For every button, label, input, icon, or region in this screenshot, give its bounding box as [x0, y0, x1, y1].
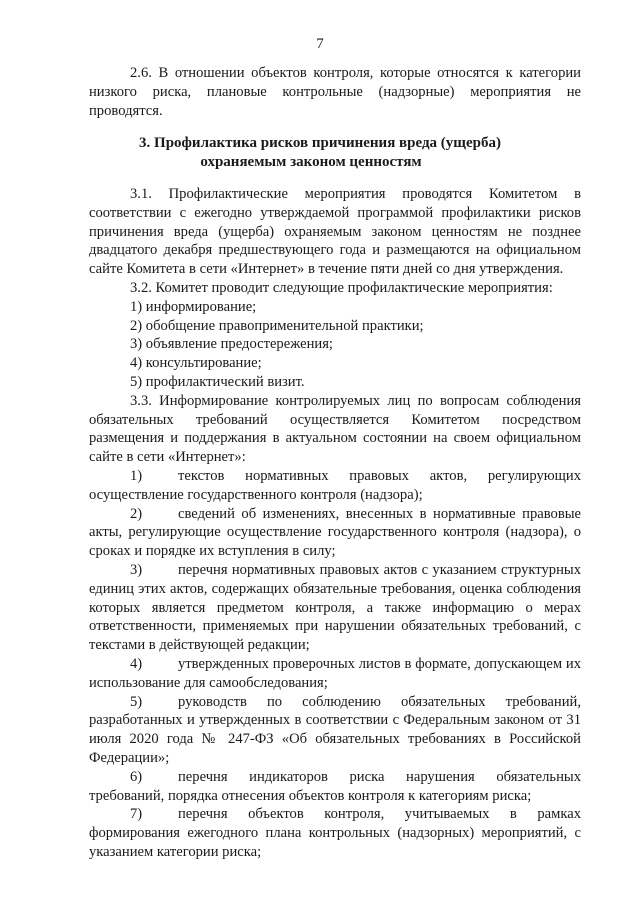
item-number: 7) — [130, 806, 143, 823]
list-item-3-3-6 — [89, 768, 581, 806]
item-text: руководств по соблюдению обязательных требований, разработанных и утвержденных в соответствии с Федеральным законом от 31 июля 2020 года № 247-ФЗ «Об обязательных требованиях в Российской Федерации»; — [89, 693, 581, 766]
list-item-3-3-3 — [89, 561, 581, 655]
heading-line-2: охраняемым законом ценностям — [200, 154, 422, 170]
item-text: перечня индикаторов риска нарушения обязательных требований, порядка отнесения объектов контроля к категориям риска; — [89, 768, 581, 804]
list-item-3-3-5 — [89, 693, 581, 768]
list-item-3-3-7 — [89, 805, 581, 861]
section-2-6 — [89, 64, 581, 120]
section-3-body — [89, 185, 581, 862]
item-number: 3) — [130, 561, 143, 578]
item-text: перечня объектов контроля, учитываемых в рамках формирования ежегодного плана контрольных (надзорных) мероприятий, с указанием категории риска; — [89, 806, 581, 860]
paragraph-3-1: 3.1. Профилактические мероприятия проводятся Комитетом в соответствии с ежегодно утверждаемой программой профилактики рисков причинения вреда (ущерба) охраняемым законом ценностям не позднее двадцатого декабря предшествующего года и размещаются на официальном сайте Комитета в сети «Интернет» в течение пяти дней со дня утверждения. — [89, 186, 581, 278]
list-item-3-2-4: 4) консультирование; — [130, 355, 262, 372]
item-text: текстов нормативных правовых актов, регулирующих осуществление государственного контроля (надзора); — [89, 467, 581, 503]
section-3-heading — [0, 134, 640, 172]
list-item-3-3-2 — [89, 505, 581, 561]
paragraph-2-6: 2.6. В отношении объектов контроля, которые относятся к категории низкого риска, плановые контрольные (надзорные) мероприятия не проводятся. — [89, 65, 581, 119]
list-item-3-3-4 — [89, 655, 581, 693]
item-text: утвержденных проверочных листов в формате, допускающем их использование для самообследования; — [89, 655, 581, 691]
list-item-3-2-2: 2) обобщение правоприменительной практики; — [130, 317, 424, 334]
list-item-3-2-3: 3) объявление предостережения; — [130, 336, 333, 353]
page-number: 7 — [316, 36, 324, 52]
item-number: 1) — [130, 467, 143, 484]
paragraph-3-2: 3.2. Комитет проводит следующие профилактические мероприятия: — [130, 279, 553, 296]
paragraph-3-3: 3.3. Информирование контролируемых лиц по вопросам соблюдения обязательных требований осуществляется Комитетом посредством размещения и поддержания в актуальном состоянии на своем официальном сайте в сети «Интернет»: — [89, 392, 581, 466]
item-text: перечня нормативных правовых актов с указанием структурных единиц этих актов, содержащих обязательные требования, оценка соблюдения которых является предметом контроля, а также информацию о мерах ответственности, применяемых при нарушении обязательных требований, с текстами в действующей редакции; — [89, 561, 581, 654]
item-number: 4) — [130, 655, 143, 672]
item-number: 2) — [130, 505, 143, 522]
list-item-3-2-5: 5) профилактический визит. — [130, 373, 305, 390]
heading-line-1: 3. Профилактика рисков причинения вреда (ущерба) — [139, 135, 501, 151]
item-number: 6) — [130, 768, 143, 785]
list-item-3-2-1: 1) информирование; — [130, 298, 257, 315]
list-item-3-3-1 — [89, 467, 581, 505]
item-number: 5) — [130, 693, 143, 710]
item-text: сведений об изменениях, внесенных в нормативные правовые акты, регулирующие осуществление государственного контроля (надзора), о сроках и порядке их вступления в силу; — [89, 505, 581, 560]
